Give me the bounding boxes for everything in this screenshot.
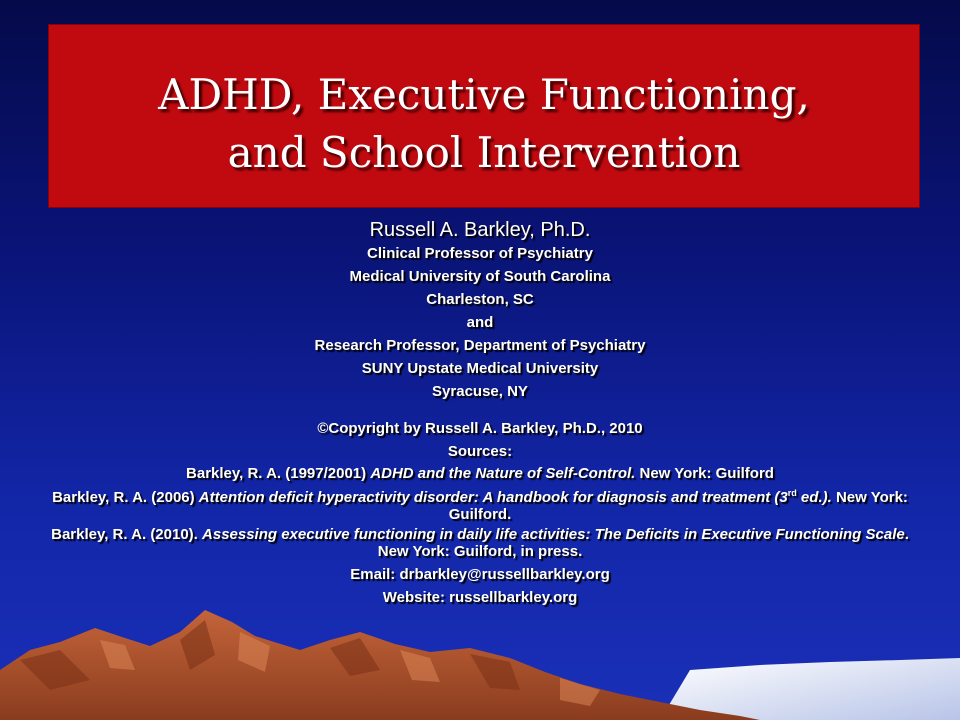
reference-2: Barkley, R. A. (2006) Attention deficit hyperactivity disorder: A handbook for diagnosis and treatment (3rd ed.). New York: Guilford. [52,488,908,523]
slide-body [40,218,920,609]
email-link[interactable]: Email: drbarkley@russellbarkley.org [350,566,610,583]
reference-1: Barkley, R. A. (1997/2001) ADHD and the Nature of Self-Control. New York: Guilford [186,465,774,482]
affiliation-line: SUNY Upstate Medical University [361,360,599,377]
affiliation-line: Medical University of South Carolina [349,268,611,285]
copyright-notice: ©Copyright by Russell A. Barkley, Ph.D., 2010 [317,420,643,437]
title-line-1: ADHD, Executive Functioning, [158,70,810,119]
affiliation-line: Syracuse, NY [432,383,528,400]
sources-label: Sources: [447,443,513,460]
mountain-landscape [0,610,960,720]
affiliation-line: Clinical Professor of Psychiatry [367,245,593,262]
affiliation-line: Research Professor, Department of Psychiatry [314,337,646,354]
title-line-2: and School Intervention [227,128,741,177]
slide-title [48,66,920,182]
affiliation-line: Charleston, SC [426,291,534,308]
affiliation-line: and [466,314,494,331]
author-name: Russell A. Barkley, Ph.D. [369,219,591,241]
reference-3: Barkley, R. A. (2010). Assessing executive functioning in daily life activities: The Deficits in Executive Functioning Scale. New York: Guilford, in press. [51,526,909,560]
title-band [48,24,920,208]
website-link[interactable]: Website: russellbarkley.org [382,589,578,606]
